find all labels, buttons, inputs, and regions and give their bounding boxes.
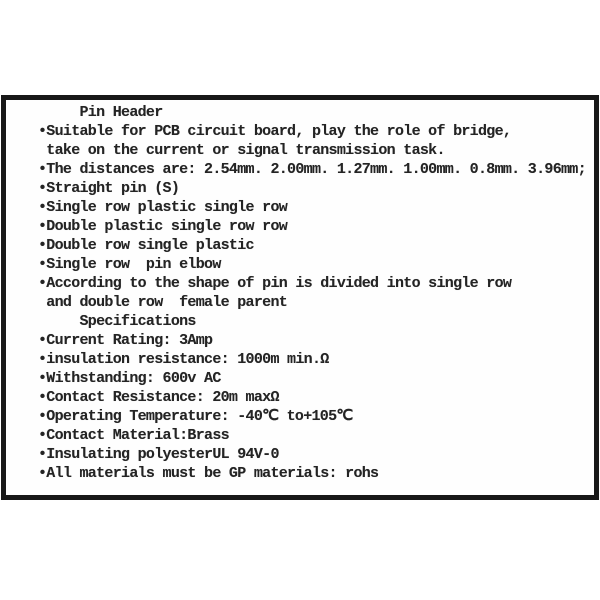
spec-line-contact-resistance: •Contact Resistance: 20m maxΩ (38, 389, 279, 406)
feature-line-double-plastic: •Double plastic single row row (38, 218, 288, 235)
spec-line-withstanding: •Withstanding: 600v AC (38, 370, 221, 387)
spec-line-all-materials: •All materials must be GP materials: rohs (38, 465, 379, 482)
doc-title-line: Pin Header (38, 104, 163, 121)
spec-line-insulating-polyester: •Insulating polyesterUL 94V-0 (38, 446, 279, 463)
feature-line-suitable: •Suitable for PCB circuit board, play the role of bridge, (38, 123, 512, 140)
feature-line-according: •According to the shape of pin is divided into single row (38, 275, 512, 292)
spec-panel (1, 95, 599, 500)
feature-line-suitable-2: take on the current or signal transmission task. (38, 142, 445, 159)
spec-line-operating-temperature: •Operating Temperature: -40℃ to+105℃ (38, 408, 353, 425)
feature-line-straight-pin: •Straight pin (S) (38, 180, 180, 197)
feature-line-pin-elbow: •Single row pin elbow (38, 256, 221, 273)
feature-line-double-row-single: •Double row single plastic (38, 237, 254, 254)
feature-line-single-row-plastic: •Single row plastic single row (38, 199, 288, 216)
feature-line-distances: •The distances are: 2.54mm. 2.00mm. 1.27mm. 1.00mm. 0.8mm. 3.96mm; (38, 161, 586, 178)
feature-line-according-2: and double row female parent (38, 294, 288, 311)
specifications-heading-line: Specifications (38, 313, 196, 330)
spec-line-contact-material: •Contact Material:Brass (38, 427, 229, 444)
spec-line-insulation-resistance: •insulation resistance: 1000m min.Ω (38, 351, 329, 368)
spec-line-current-rating: •Current Rating: 3Amp (38, 332, 213, 349)
